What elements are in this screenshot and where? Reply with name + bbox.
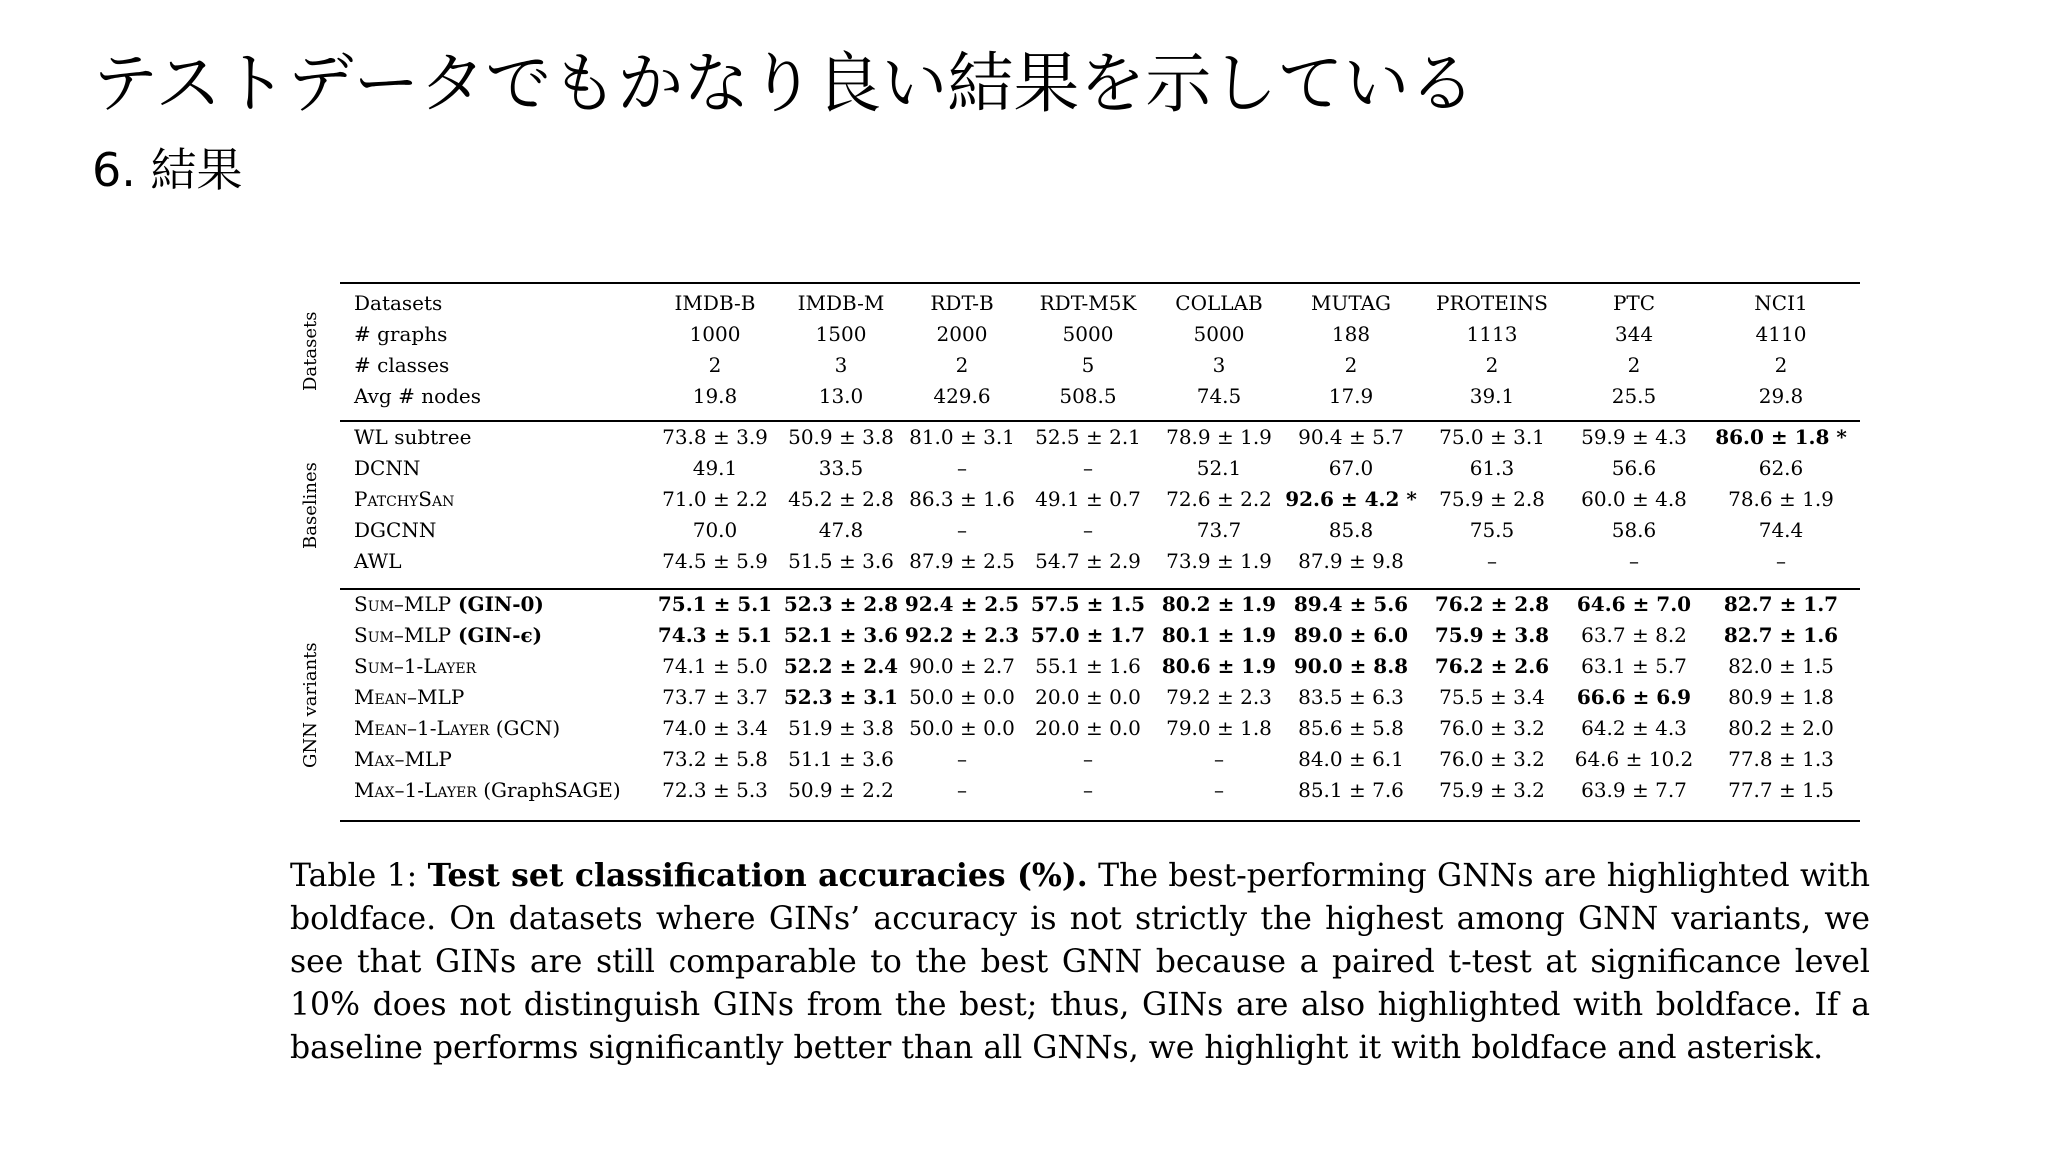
table-cell: 13.0 (818, 384, 864, 408)
table-cell: – (1083, 778, 1093, 802)
table-cell: 74.3 ± 5.1 (657, 623, 773, 647)
gnn-variant-row (340, 744, 1860, 775)
results-table (340, 288, 1860, 806)
table-cell: 2 (1627, 353, 1641, 377)
table-cell: 81.0 ± 3.1 (909, 425, 1015, 449)
table-cell: 50.9 ± 2.2 (788, 778, 894, 802)
table-cell: 62.6 (1758, 456, 1804, 480)
gnn-variant-row (340, 589, 1860, 620)
table-cell: 51.1 ± 3.6 (788, 747, 894, 771)
table-cell: 1000 (689, 322, 741, 346)
table-cell: 3 (834, 353, 848, 377)
table-cell: 92.4 ± 2.5 (904, 592, 1020, 616)
table-cell: 76.2 ± 2.8 (1434, 592, 1550, 616)
table-cell: – (1083, 456, 1093, 480)
table-cell: 4110 (1755, 322, 1807, 346)
table-cell: 50.9 ± 3.8 (788, 425, 894, 449)
group-label-gnn-variants: GNN variants (300, 642, 321, 768)
table-cell: 59.9 ± 4.3 (1581, 425, 1687, 449)
table-cell: 85.1 ± 7.6 (1298, 778, 1404, 802)
table-cell: – (957, 778, 967, 802)
table-cell: 49.1 ± 0.7 (1035, 487, 1141, 511)
table-cell: 76.0 ± 3.2 (1439, 747, 1545, 771)
row-label: WL subtree (354, 425, 472, 449)
row-label: AWL (354, 549, 402, 573)
table-cell: 2 (708, 353, 722, 377)
caption-prefix: Table 1: (290, 858, 428, 894)
column-header: IMDB-M (797, 291, 885, 315)
table-cell: 3 (1212, 353, 1226, 377)
table-cell: 45.2 ± 2.8 (788, 487, 894, 511)
row-label (340, 775, 650, 806)
caption-bold: Test set classification accuracies (%). (427, 857, 1088, 894)
table-cell: 80.6 ± 1.9 (1161, 654, 1277, 678)
table-cell: 70.0 (692, 518, 738, 542)
row-label (340, 651, 650, 682)
row-label-model: (GraphSAGE) (476, 778, 621, 802)
table-cell: 2000 (936, 322, 988, 346)
table-cell: 52.5 ± 2.1 (1035, 425, 1141, 449)
baseline-row (340, 515, 1860, 546)
table-cell: 33.5 (818, 456, 864, 480)
row-label (340, 589, 650, 620)
table-cell: 50.0 ± 0.0 (909, 716, 1015, 740)
table-cell: 92.2 ± 2.3 (904, 623, 1020, 647)
header-label: Datasets (354, 291, 443, 315)
row-label: DCNN (354, 456, 421, 480)
table-cell: 66.6 ± 6.9 (1576, 685, 1692, 709)
table-cell: 60.0 ± 4.8 (1581, 487, 1687, 511)
table-cell: 90.0 ± 8.8 (1293, 654, 1409, 678)
table-cell: 75.1 ± 5.1 (657, 592, 773, 616)
table-cell: 2 (1344, 353, 1358, 377)
row-label: # graphs (354, 322, 448, 346)
table-cell: 72.6 ± 2.2 (1166, 487, 1272, 511)
table-cell: 49.1 (692, 456, 738, 480)
table-cell: 74.5 (1196, 384, 1242, 408)
baseline-row (340, 546, 1860, 577)
gap-cell (340, 412, 1860, 422)
table-cell: – (1214, 778, 1224, 802)
row-label: PatchySan (354, 487, 455, 511)
row-label-model: (GIN-0) (451, 592, 544, 616)
table-cell: 75.9 ± 2.8 (1439, 487, 1545, 511)
table-cell: 57.0 ± 1.7 (1030, 623, 1146, 647)
table-header-row (340, 288, 1860, 319)
section-gap (340, 577, 1860, 589)
table-cell: 20.0 ± 0.0 (1035, 685, 1141, 709)
gnn-variant-row (340, 651, 1860, 682)
table-cell: 80.1 ± 1.9 (1161, 623, 1277, 647)
table-cell: 75.5 (1469, 518, 1515, 542)
table-cell: 1500 (815, 322, 867, 346)
row-label-method: Mean–1-Layer (354, 716, 490, 740)
dataset-stat-row (340, 381, 1860, 412)
row-label-model: (GCN) (489, 716, 561, 740)
table-cell: 92.6 ± 4.2 * (1285, 487, 1417, 511)
table-top-rule (340, 282, 1860, 284)
table-cell: 61.3 (1469, 456, 1515, 480)
table-cell: 90.0 ± 2.7 (909, 654, 1015, 678)
table-cell: 54.7 ± 2.9 (1035, 549, 1141, 573)
table-cell: 1113 (1466, 322, 1518, 346)
table-cell: 5 (1081, 353, 1095, 377)
table-cell: 75.0 ± 3.1 (1439, 425, 1545, 449)
table-cell: 80.2 ± 1.9 (1161, 592, 1277, 616)
gnn-variant-row (340, 682, 1860, 713)
table-cell: 71.0 ± 2.2 (662, 487, 768, 511)
table-cell: 20.0 ± 0.0 (1035, 716, 1141, 740)
table-cell: 80.2 ± 2.0 (1728, 716, 1834, 740)
table-cell: 63.1 ± 5.7 (1581, 654, 1687, 678)
table-cell: – (957, 456, 967, 480)
group-label-datasets: Datasets (300, 311, 321, 391)
table-cell: 86.0 ± 1.8 * (1715, 425, 1847, 449)
table-cell: – (1214, 747, 1224, 771)
table-cell: 508.5 (1059, 384, 1117, 408)
table-cell: – (1629, 549, 1639, 573)
table-cell: – (1083, 747, 1093, 771)
row-label-method: Sum–MLP (354, 623, 452, 647)
row-label (340, 620, 650, 651)
table-cell: 75.9 ± 3.2 (1439, 778, 1545, 802)
table-cell: – (1487, 549, 1497, 573)
table-cell: 74.4 (1758, 518, 1804, 542)
table-cell: 82.0 ± 1.5 (1728, 654, 1834, 678)
table-cell: 72.3 ± 5.3 (662, 778, 768, 802)
paper-table-figure (290, 278, 1870, 1098)
table-cell: 52.1 (1196, 456, 1242, 480)
gap-cell (340, 577, 1860, 589)
table-cell: 87.9 ± 9.8 (1298, 549, 1404, 573)
table-cell: 79.0 ± 1.8 (1166, 716, 1272, 740)
table-cell: 52.1 ± 3.6 (783, 623, 899, 647)
table-cell: 344 (1614, 322, 1654, 346)
table-cell: 52.2 ± 2.4 (783, 654, 899, 678)
dataset-stat-row (340, 319, 1860, 350)
table-cell: 64.6 ± 7.0 (1576, 592, 1692, 616)
table-cell: 85.8 (1328, 518, 1374, 542)
table-cell: 52.3 ± 3.1 (783, 685, 899, 709)
table-cell: 50.0 ± 0.0 (909, 685, 1015, 709)
table-cell: 73.7 ± 3.7 (662, 685, 768, 709)
table-cell: 78.9 ± 1.9 (1166, 425, 1272, 449)
column-header: PTC (1612, 291, 1656, 315)
table-cell: 188 (1331, 322, 1371, 346)
table-cell: 80.9 ± 1.8 (1728, 685, 1834, 709)
table-caption (290, 854, 1870, 1070)
table-cell: 76.2 ± 2.6 (1434, 654, 1550, 678)
table-cell: 29.8 (1758, 384, 1804, 408)
table-cell: 78.6 ± 1.9 (1728, 487, 1834, 511)
slide-subtitle: 6. 結果 (92, 143, 243, 197)
table-cell: 79.2 ± 2.3 (1166, 685, 1272, 709)
table-cell: 58.6 (1611, 518, 1657, 542)
table-cell: 25.5 (1611, 384, 1657, 408)
column-header: RDT-M5K (1039, 291, 1137, 315)
table-cell: 429.6 (933, 384, 991, 408)
table-cell: 85.6 ± 5.8 (1298, 716, 1404, 740)
row-label: # classes (354, 353, 450, 377)
table-cell: 17.9 (1328, 384, 1374, 408)
table-bottom-rule (340, 820, 1860, 822)
baseline-row (340, 484, 1860, 515)
table-cell: 55.1 ± 1.6 (1035, 654, 1141, 678)
row-label: DGCNN (354, 518, 437, 542)
table-cell: 2 (1485, 353, 1499, 377)
caption-body: The best-performing GNNs are highlighted with boldface. On datasets where GINs’ accuracy is not strictly the highest among GNN variants, we see that GINs are still comparable to the best GNN because a paired t-test at significance level 10% does not distinguish GINs from the best; thus, GINs are also highlighted with boldface. If a baseline performs significantly better than all GNNs, we highlight it with boldface and asterisk. (290, 858, 1870, 1066)
dataset-stat-row (340, 350, 1860, 381)
table-cell: 64.6 ± 10.2 (1574, 747, 1694, 771)
table-cell: 86.3 ± 1.6 (909, 487, 1015, 511)
table-cell: 63.7 ± 8.2 (1581, 623, 1687, 647)
table-cell: 39.1 (1469, 384, 1515, 408)
gnn-variant-row (340, 620, 1860, 651)
gnn-variant-row (340, 713, 1860, 744)
section-gap (340, 412, 1860, 422)
row-label-method: Max–MLP (354, 747, 452, 771)
table-cell: 77.8 ± 1.3 (1728, 747, 1834, 771)
row-label-method: Max–1-Layer (354, 778, 477, 802)
table-cell: 82.7 ± 1.7 (1723, 592, 1839, 616)
table-cell: 89.4 ± 5.6 (1293, 592, 1409, 616)
table-cell: – (1083, 518, 1093, 542)
table-cell: 75.9 ± 3.8 (1434, 623, 1550, 647)
baseline-row (340, 453, 1860, 484)
table-cell: 83.5 ± 6.3 (1298, 685, 1404, 709)
table-cell: 5000 (1062, 322, 1114, 346)
table-cell: 77.7 ± 1.5 (1728, 778, 1834, 802)
table-cell: – (957, 518, 967, 542)
column-header: RDT-B (930, 291, 994, 315)
table-cell: 74.5 ± 5.9 (662, 549, 768, 573)
table-cell: 75.5 ± 3.4 (1439, 685, 1545, 709)
column-header: PROTEINS (1436, 291, 1548, 315)
table-cell: – (957, 747, 967, 771)
table-cell: 51.9 ± 3.8 (788, 716, 894, 740)
baseline-row (340, 422, 1860, 453)
column-header: COLLAB (1175, 291, 1263, 315)
table-cell: 56.6 (1611, 456, 1657, 480)
table-cell: – (1776, 549, 1786, 573)
row-label (340, 682, 650, 713)
row-label-method: Mean–MLP (354, 685, 465, 709)
table-cell: 76.0 ± 3.2 (1439, 716, 1545, 740)
table-cell: 87.9 ± 2.5 (909, 549, 1015, 573)
row-label-method: Sum–MLP (354, 592, 452, 616)
table-cell: 2 (1774, 353, 1788, 377)
table-cell: 57.5 ± 1.5 (1030, 592, 1146, 616)
table-cell: 89.0 ± 6.0 (1293, 623, 1409, 647)
table-cell: 90.4 ± 5.7 (1298, 425, 1404, 449)
row-label: Avg # nodes (354, 384, 482, 408)
row-label (340, 744, 650, 775)
column-header: MUTAG (1311, 291, 1391, 315)
table-cell: 52.3 ± 2.8 (783, 592, 899, 616)
table-cell: 51.5 ± 3.6 (788, 549, 894, 573)
row-label-model: (GIN-ϵ) (451, 623, 543, 647)
slide-title: テストデータでもかなり良い結果を示している (92, 45, 1476, 122)
gnn-variant-row (340, 775, 1860, 806)
table-cell: 73.8 ± 3.9 (662, 425, 768, 449)
table-cell: 47.8 (818, 518, 864, 542)
row-label (340, 713, 650, 744)
table-cell: 73.7 (1196, 518, 1242, 542)
table-cell: 19.8 (692, 384, 738, 408)
table-cell: 73.9 ± 1.9 (1166, 549, 1272, 573)
table-cell: 2 (955, 353, 969, 377)
table-cell: 67.0 (1328, 456, 1374, 480)
table-cell: 63.9 ± 7.7 (1581, 778, 1687, 802)
table-cell: 64.2 ± 4.3 (1581, 716, 1687, 740)
table-cell: 73.2 ± 5.8 (662, 747, 768, 771)
table-cell: 84.0 ± 6.1 (1298, 747, 1404, 771)
table-cell: 74.1 ± 5.0 (662, 654, 768, 678)
row-label-method: Sum–1-Layer (354, 654, 477, 678)
column-header: NCI1 (1754, 291, 1808, 315)
table-cell: 82.7 ± 1.6 (1723, 623, 1839, 647)
table-cell: 5000 (1193, 322, 1245, 346)
table-cell: 74.0 ± 3.4 (662, 716, 768, 740)
column-header: IMDB-B (674, 291, 756, 315)
group-label-baselines: Baselines (300, 462, 321, 550)
